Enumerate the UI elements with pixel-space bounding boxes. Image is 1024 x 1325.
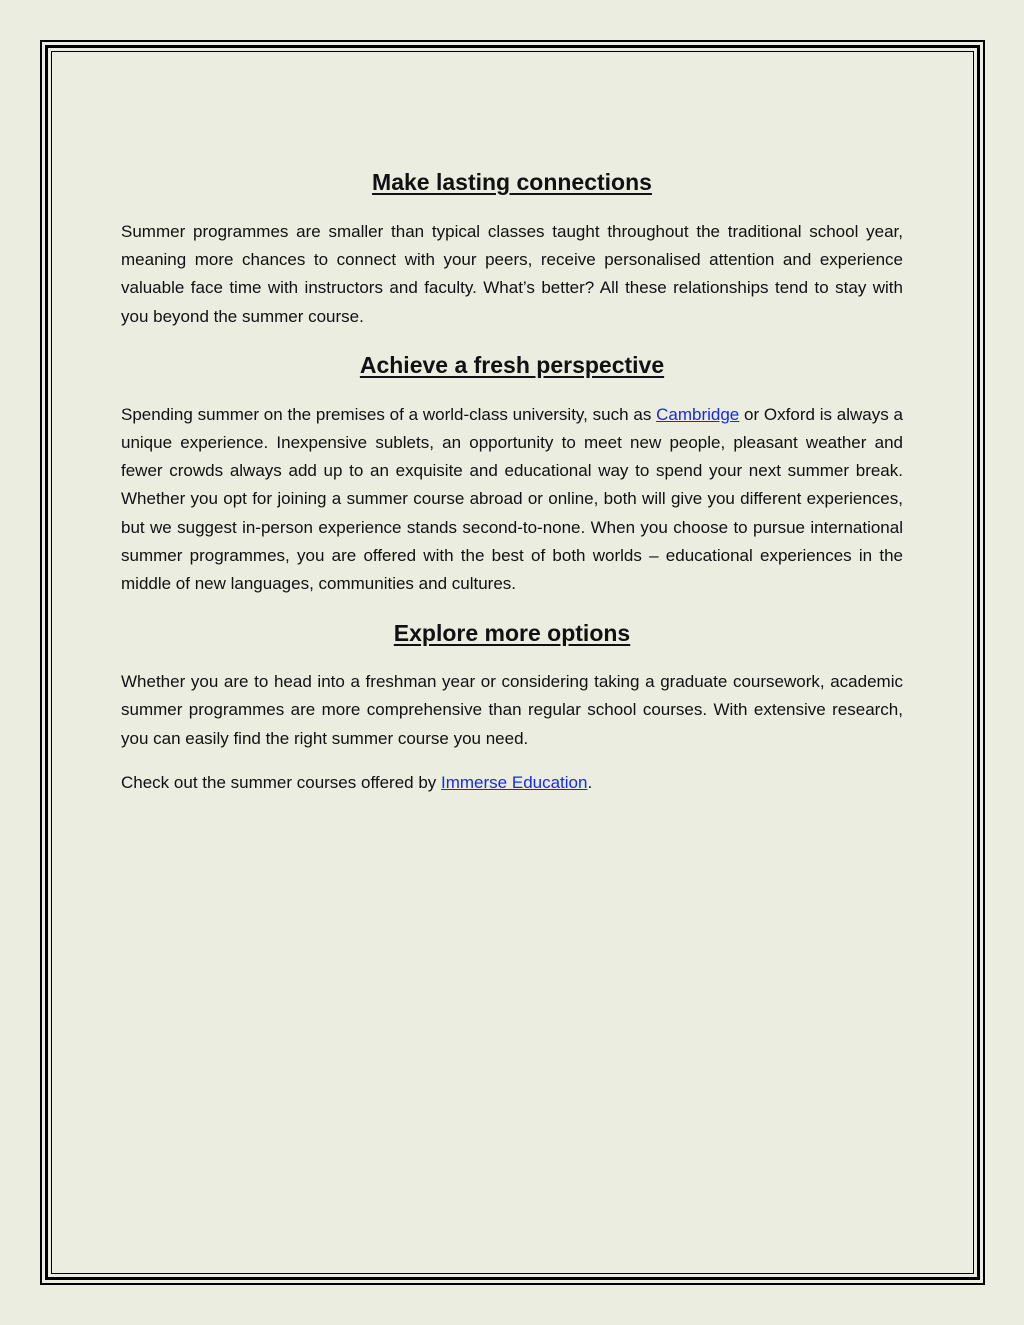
closing-text-end: .	[587, 772, 593, 792]
heading-make-lasting-connections: Make lasting connections	[372, 169, 652, 195]
paragraph-perspective-text-end: or Oxford is always a unique experience. Inexpensive sublets, an opportunity to meet new people, pleasant weather and fewer crowds always add up to an exquisite and educational way to spend your next summer break. Whether you opt for joining a summer course abroad or online, both will give you different experiences, but we suggest in-person experience stands second-to-none. When you choose to pursue international summer programmes, you are offered with the best of both worlds – educational experiences in the middle of new languages, communities and cultures.	[121, 404, 903, 594]
paragraph-perspective	[121, 401, 903, 598]
cambridge-link[interactable]: Cambridge	[656, 404, 740, 424]
document-body	[121, 166, 903, 797]
immerse-education-link[interactable]: Immerse Education	[441, 772, 588, 792]
paragraph-perspective-text-start: Spending summer on the premises of a world-class university, such as	[121, 404, 657, 424]
paragraph-options: Whether you are to head into a freshman year or considering taking a graduate coursework, academic summer programmes are more comprehensive than regular school courses. With extensive research, you can easily find the right summer course you need.	[121, 672, 903, 748]
closing-line	[121, 769, 903, 797]
closing-text-start: Check out the summer courses offered by	[121, 772, 442, 792]
paragraph-connections: Summer programmes are smaller than typical classes taught throughout the traditional school year, meaning more chances to connect with your peers, receive personalised attention and experience valuable face time with instructors and faculty. What’s better? All these relationships tend to stay with you beyond the summer course.	[121, 222, 903, 326]
heading-explore-options: Explore more options	[393, 620, 631, 647]
heading-fresh-perspective: Achieve a fresh perspective	[359, 351, 665, 378]
